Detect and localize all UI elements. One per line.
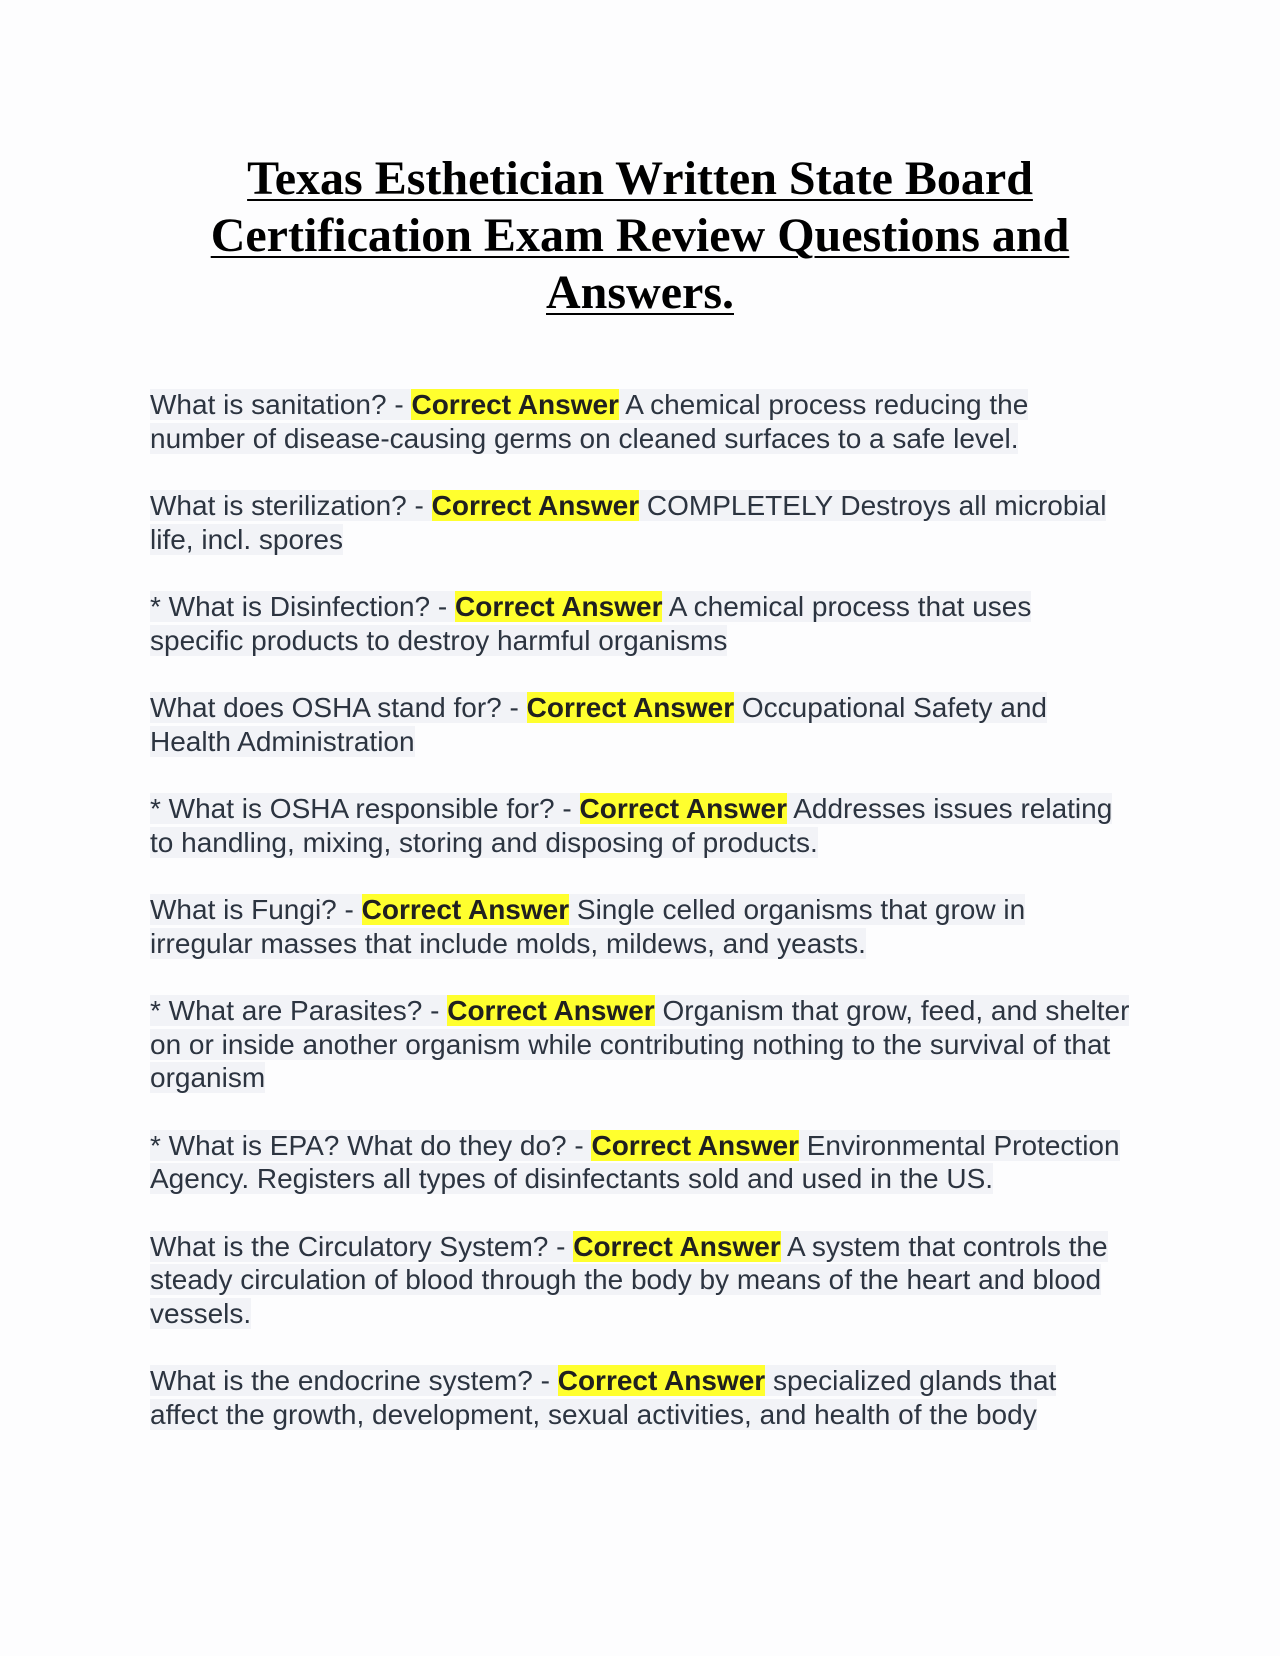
correct-answer-marker: Correct Answer — [455, 591, 663, 622]
answer-text: specialized glands that affect the growth, development, sexual activities, and health of the body — [150, 1365, 1057, 1430]
separator: - — [430, 591, 455, 622]
separator: - — [386, 389, 412, 420]
separator: - — [501, 692, 527, 723]
correct-answer-marker: Correct Answer — [557, 1365, 766, 1396]
page-title: Texas Esthetician Written State Board Certification Exam Review Questions and Answers. — [210, 152, 1070, 319]
qa-item — [150, 792, 1130, 859]
qa-item — [150, 893, 1130, 960]
correct-answer-marker: Correct Answer — [431, 490, 640, 521]
separator: - — [554, 793, 580, 824]
qa-item — [150, 1364, 1130, 1431]
correct-answer-marker: Correct Answer — [361, 894, 570, 925]
question-text: * What is Disinfection? — [150, 591, 431, 622]
separator: - — [422, 995, 448, 1026]
separator: - — [532, 1365, 558, 1396]
qa-item — [150, 994, 1130, 1095]
question-text: What is the endocrine system? — [150, 1365, 533, 1396]
question-text: * What is EPA? What do they do? — [150, 1129, 567, 1161]
qa-list — [150, 388, 1130, 1465]
qa-item — [150, 691, 1130, 758]
question-text: What is the Circulatory System? — [150, 1230, 549, 1262]
answer-text: Environmental Protection Agency. Registers all types of disinfectants sold and used in the US. — [150, 1129, 1120, 1194]
question-text: * What is OSHA responsible for? — [150, 793, 555, 824]
separator: - — [566, 1129, 592, 1161]
separator: - — [548, 1230, 574, 1262]
separator: - — [336, 894, 362, 925]
question-text: What is Fungi? — [150, 894, 337, 925]
correct-answer-marker: Correct Answer — [447, 995, 655, 1026]
qa-item — [150, 489, 1130, 556]
answer-text: A chemical process reducing the number of disease-causing germs on cleaned surfaces to a safe level. — [150, 389, 1029, 454]
answer-text: Organism that grow, feed, and shelter on or inside another organism while contributing nothing to the survival of that organism — [150, 995, 1130, 1093]
correct-answer-marker: Correct Answer — [573, 1230, 781, 1262]
correct-answer-marker: Correct Answer — [579, 793, 787, 824]
separator: - — [406, 490, 432, 521]
answer-text: Single celled organisms that grow in irregular masses that include molds, mildews, and yeasts. — [150, 894, 1026, 959]
question-text: What is sanitation? — [150, 389, 387, 420]
question-text: * What are Parasites? — [150, 995, 423, 1026]
question-text: What is sterilization? — [150, 490, 407, 521]
qa-item — [150, 1230, 1130, 1331]
answer-text: A system that controls the steady circulation of blood through the body by means of the heart and blood vessels. — [150, 1230, 1108, 1329]
answer-text: Occupational Safety and Health Administration — [150, 692, 1047, 757]
correct-answer-marker: Correct Answer — [526, 692, 735, 723]
qa-item — [150, 388, 1130, 455]
question-text: What does OSHA stand for? — [150, 692, 502, 723]
qa-item — [150, 590, 1130, 657]
correct-answer-marker: Correct Answer — [591, 1129, 799, 1161]
answer-text: A chemical process that uses specific products to destroy harmful organisms — [150, 591, 1032, 656]
answer-text: COMPLETELY Destroys all microbial life, incl. spores — [150, 490, 1107, 555]
correct-answer-marker: Correct Answer — [411, 389, 619, 420]
answer-text: Addresses issues relating to handling, mixing, storing and disposing of products. — [150, 793, 1113, 858]
qa-item — [150, 1129, 1130, 1196]
